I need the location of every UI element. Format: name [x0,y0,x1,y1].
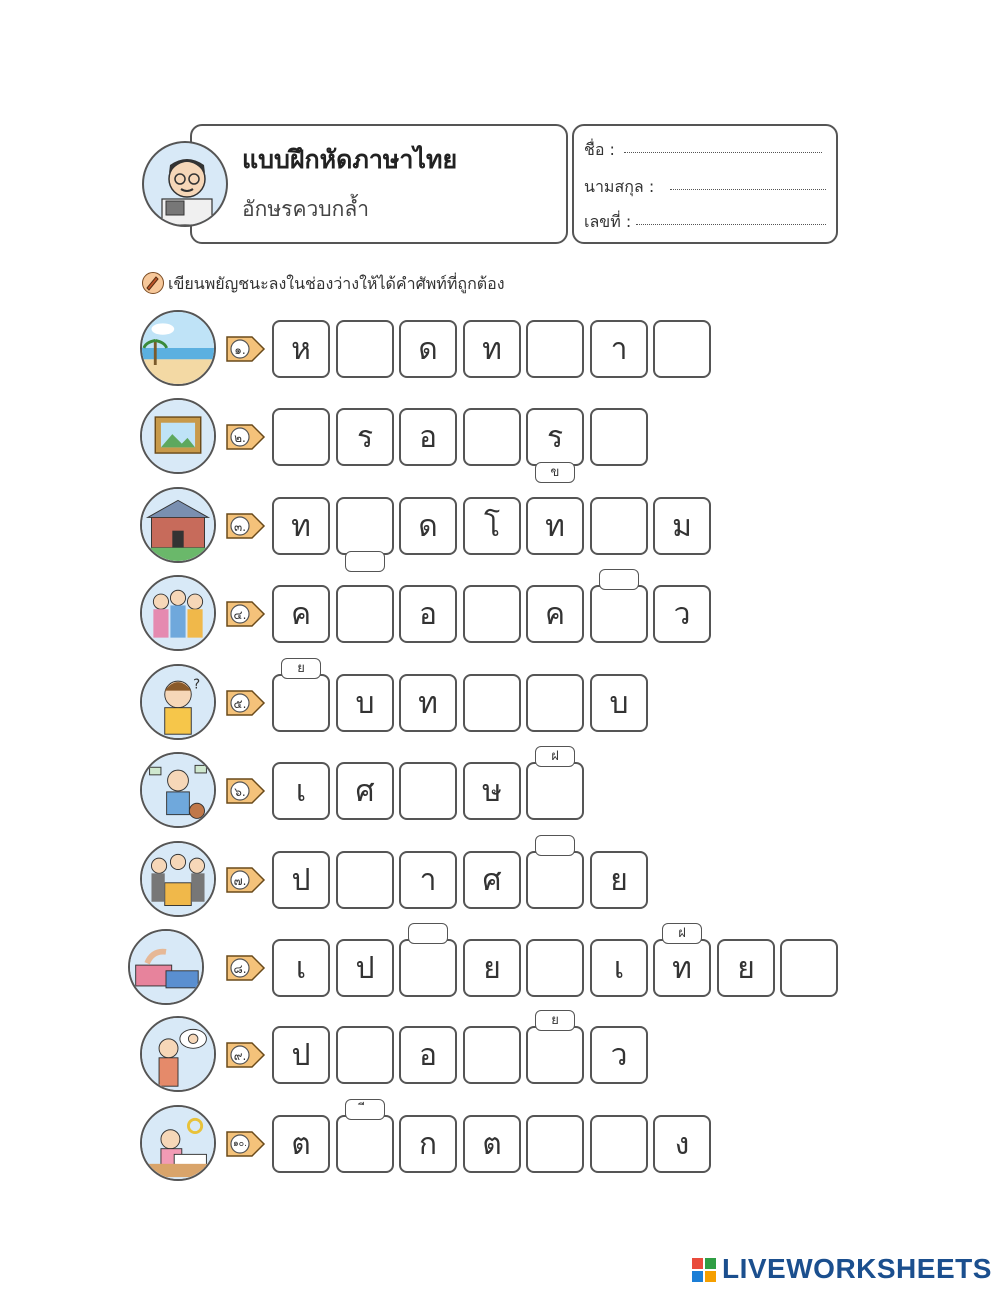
surname-label: นามสกุล : [584,177,655,196]
vote-icon [140,841,216,917]
row-number: ๑. [234,343,246,357]
letter-box: บ [590,674,648,732]
letter-box: ท [399,674,457,732]
letter-box: อ [399,585,457,643]
row-number: ๔. [233,608,247,622]
letter-box: ป [336,939,394,997]
tone-mark-box: ย [535,1010,575,1031]
blank-letter-box[interactable] [463,408,521,466]
letter-box: ก [399,1115,457,1173]
letter-box: ป [272,851,330,909]
family-icon [140,575,216,651]
pencil-icon [142,272,164,294]
blank-letter-box[interactable] [336,1026,394,1084]
letter-box: ว [590,1026,648,1084]
letter-box: อ [399,1026,457,1084]
letter-box: อ [399,408,457,466]
blank-letter-box[interactable] [463,585,521,643]
row-number: ๓. [233,520,247,534]
letter-box: โ [463,497,521,555]
blank-letter-box[interactable] [526,762,584,820]
letter-box: ท [463,320,521,378]
blank-letter-box[interactable] [590,1115,648,1173]
blank-letter-box[interactable] [336,1115,394,1173]
letter-box: ด [399,497,457,555]
instruction-text: เขียนพยัญชนะลงในช่องว่างให้ได้คำศัพท์ที่ถูกต้อง [168,274,505,293]
tone-mark-box: ข [535,462,575,483]
letter-box: ว [653,585,711,643]
blank-letter-box[interactable] [463,674,521,732]
letter-box: ป [272,1026,330,1084]
letter-box: ค [526,585,584,643]
tone-mark-box [345,1099,385,1120]
blank-letter-box[interactable] [526,939,584,997]
books-icon [128,929,204,1005]
letter-box: า [590,320,648,378]
page-subtitle: อักษรควบกล้ำ [242,197,369,221]
letter-box: ย [590,851,648,909]
letter-box: บ [336,674,394,732]
name-field[interactable] [624,152,822,153]
row-number: ๗. [233,874,247,888]
blank-letter-box[interactable] [780,939,838,997]
row-number: ๑๐. [232,1139,248,1149]
blank-letter-box[interactable] [653,320,711,378]
blank-letter-box[interactable] [590,497,648,555]
row-number: ๙. [233,1049,247,1063]
blank-letter-box[interactable] [272,408,330,466]
row-number: ๖. [234,785,246,799]
beach-icon [140,310,216,386]
blank-letter-box[interactable] [526,1115,584,1173]
letter-box: ท [653,939,711,997]
blank-tone-mark-box[interactable] [599,569,639,590]
letter-box: ศ [336,762,394,820]
letter-box: ศ [463,851,521,909]
picture-frame-icon [140,398,216,474]
number-label: เลขที่ : [584,212,632,231]
blank-letter-box[interactable] [399,939,457,997]
blank-tone-mark-box[interactable] [535,835,575,856]
blank-letter-box[interactable] [336,497,394,555]
letter-box: ย [463,939,521,997]
letter-box: ง [653,1115,711,1173]
letter-box: ด [399,320,457,378]
letter-box: ร [526,408,584,466]
surname-field[interactable] [670,189,826,190]
brand-name: LIVEWORKSHEETS [722,1253,992,1284]
blank-letter-box[interactable] [463,1026,521,1084]
page-title: แบบฝึกหัดภาษาไทย [242,145,458,174]
liveworksheets-logo-icon [690,1256,718,1284]
blank-letter-box[interactable] [336,320,394,378]
letter-box: ต [272,1115,330,1173]
blank-letter-box[interactable] [272,674,330,732]
name-label: ชื่อ : [584,140,615,159]
blank-letter-box[interactable] [590,408,648,466]
letter-box: ท [272,497,330,555]
blank-letter-box[interactable] [336,585,394,643]
letter-box: ม [653,497,711,555]
blank-letter-box[interactable] [590,585,648,643]
letter-box: ร [336,408,394,466]
blank-letter-box[interactable] [336,851,394,909]
row-number: ๘. [233,962,247,976]
row-number: ๕. [233,697,247,711]
letter-box: ษ [463,762,521,820]
blank-tone-mark-box[interactable] [408,923,448,944]
blank-tone-mark-box[interactable] [345,551,385,572]
blank-letter-box[interactable] [399,762,457,820]
letter-box: เ [272,939,330,997]
school-building-icon [140,487,216,563]
letter-box: า [399,851,457,909]
thinking-man-icon [140,1016,216,1092]
number-field[interactable] [636,224,826,225]
letter-box: ต [463,1115,521,1173]
letter-box: ท [526,497,584,555]
letter-box: เ [272,762,330,820]
tone-mark-box: ย [281,658,321,679]
svg-text:?: ? [193,677,201,693]
confused-boy-icon [140,664,216,740]
letter-box: ย [717,939,775,997]
blank-letter-box[interactable] [526,320,584,378]
letter-box: เ [590,939,648,997]
tone-mark-box: ฝ [535,746,575,767]
tone-mark-box: ฝ [662,923,702,944]
reading-girl-icon [140,1105,216,1181]
letter-box: ค [272,585,330,643]
rich-man-icon [140,752,216,828]
letter-box: ห [272,320,330,378]
blank-letter-box[interactable] [526,851,584,909]
blank-letter-box[interactable] [526,674,584,732]
teacher-avatar-icon [142,141,228,227]
blank-letter-box[interactable] [526,1026,584,1084]
row-number: ๒. [234,431,246,445]
